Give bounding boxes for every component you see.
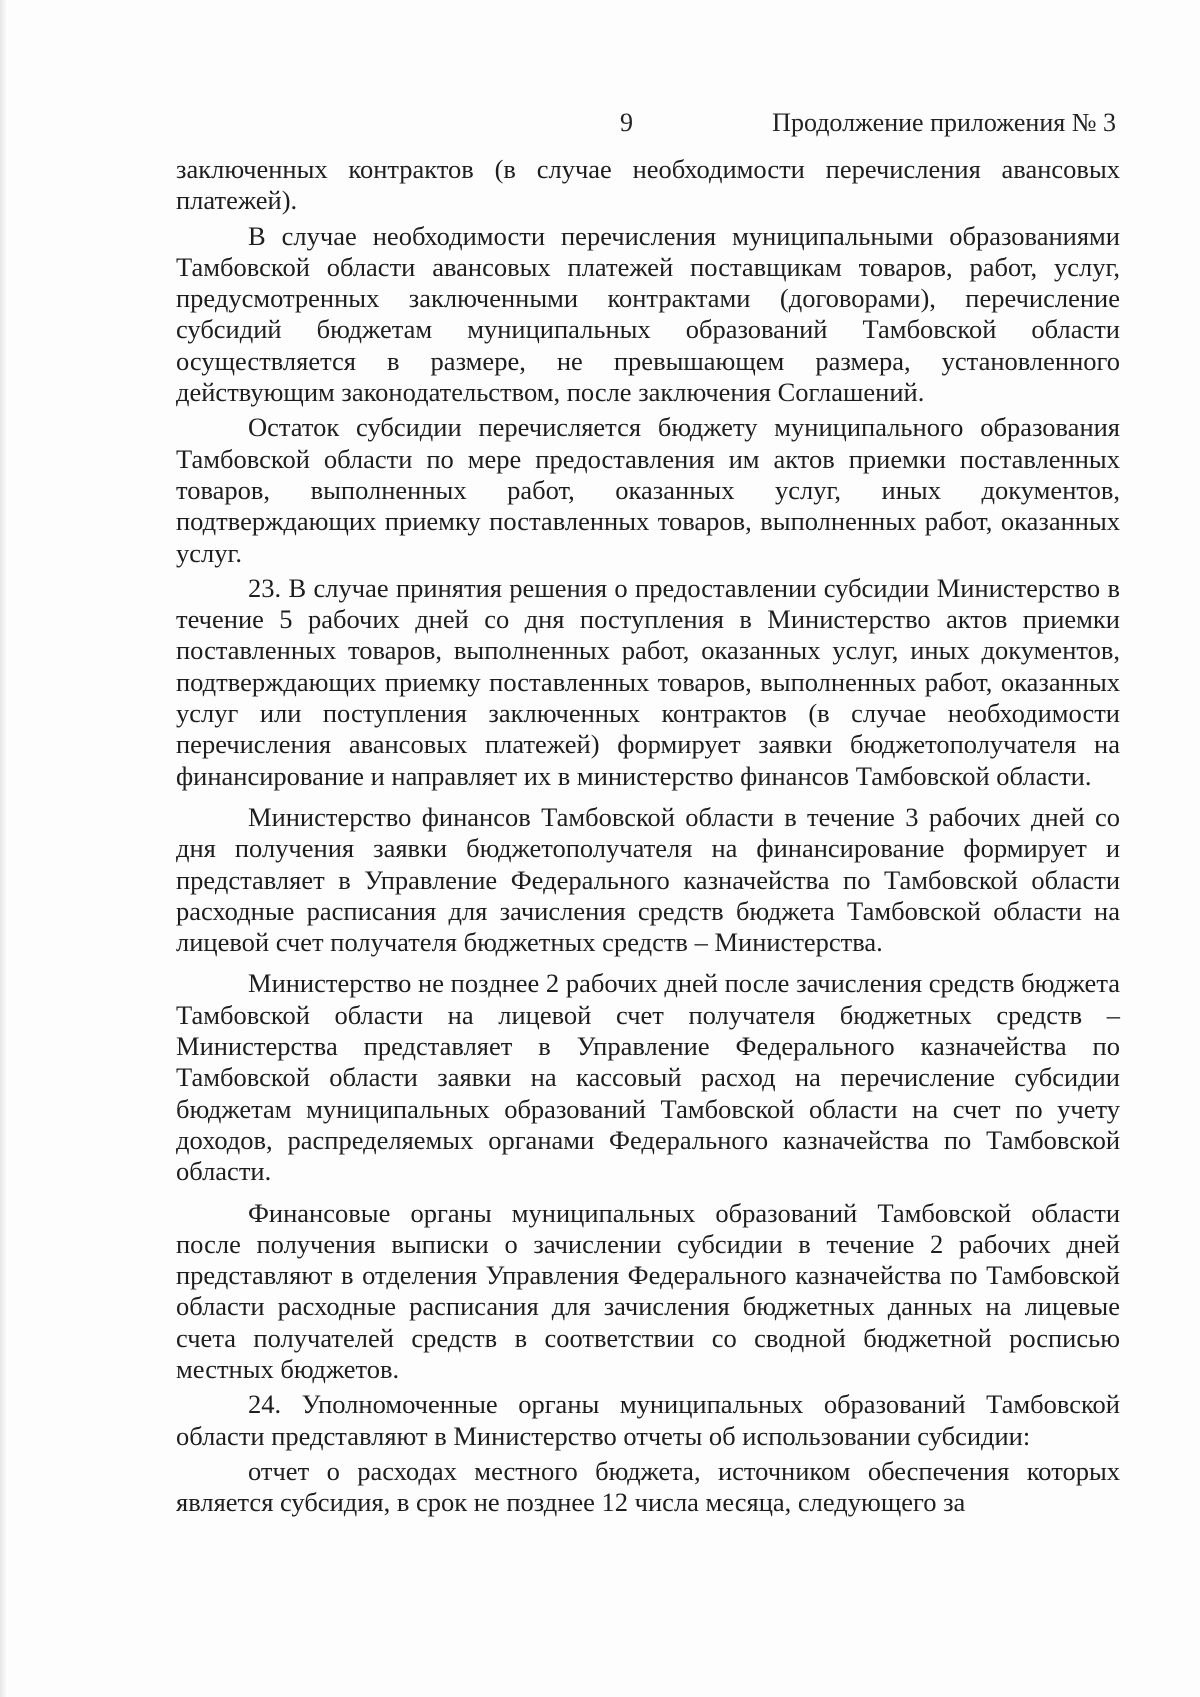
paragraph-2: В случае необходимости перечисления муниципальными образованиями Тамбовской области авансовых платежей поставщикам товаров, работ, услуг, предусмотренных заключенными контрактами (договорами), перечисление субсидий бюджетам муниципальных образований Тамбовской области осуществляется в размере, не превышающем размера, установленного действующим законодательством, после заключения Соглашений.	[176, 220, 1120, 408]
paragraph-9: отчет о расходах местного бюджета, источником обеспечения которых является субсидия, в срок не позднее 12 числа месяца, следующего за	[176, 1455, 1120, 1518]
paragraph-5: Министерство финансов Тамбовской области в течение 3 рабочих дней со дня получения заявки бюджетополучателя на финансирование формирует и представляет в Управление Федерального казначейства по Тамбовской области расходные расписания для зачисления средств бюджета Тамбовской области на лицевой счет получателя бюджетных средств – Министерства.	[176, 801, 1120, 958]
paragraph-6: Министерство не позднее 2 рабочих дней после зачисления средств бюджета Тамбовской области на лицевой счет получателя бюджетных средств – Министерства представляет в Управление Федерального казначейства по Тамбовской области заявки на кассовый расход на перечисление субсидии бюджетам муниципальных образований Тамбовской области на счет по учету доходов, распределяемых органами Федерального казначейства по Тамбовской области.	[176, 968, 1120, 1187]
appendix-continuation-label: Продолжение приложения № 3	[772, 108, 1116, 137]
paragraph-1: заключенных контрактов (в случае необходимости перечисления авансовых платежей).	[176, 154, 1120, 216]
paragraph-7: Финансовые органы муниципальных образований Тамбовской области после получения выписки о зачислении субсидии в течение 2 рабочих дней представляют в отделения Управления Федерального казначейства по Тамбовской области расходные расписания для зачисления бюджетных данных на лицевые счета получателей средств в соответствии со сводной бюджетной росписью местных бюджетов.	[176, 1197, 1120, 1384]
page-header	[0, 108, 1200, 142]
scan-edge	[0, 0, 6, 1697]
paragraph-3: Остаток субсидии перечисляется бюджету муниципального образования Тамбовской области по мере предоставления им актов приемки поставленных товаров, выполненных работ, оказанных услуг, иных документов, подтверждающих приемку поставленных товаров, выполненных работ, оказанных услуг.	[176, 412, 1120, 568]
document-body	[176, 154, 1120, 1522]
paragraph-4: 23. В случае принятия решения о предоставлении субсидии Министерство в течение 5 рабочих дней со дня поступления в Министерство актов приемки поставленных товаров, выполненных работ, оказанных услуг, иных документов, подтверждающих приемку поставленных товаров, выполненных работ, оказанных услуг или поступления заключенных контрактов (в случае необходимости перечисления авансовых платежей) формирует заявки бюджетополучателя на финансирование и направляет их в министерство финансов Тамбовской области.	[176, 572, 1120, 791]
paragraph-8: 24. Уполномоченные органы муниципальных образований Тамбовской области представляют в Министерство отчеты об использовании субсидии:	[176, 1389, 1120, 1451]
page-number: 9	[620, 108, 633, 137]
